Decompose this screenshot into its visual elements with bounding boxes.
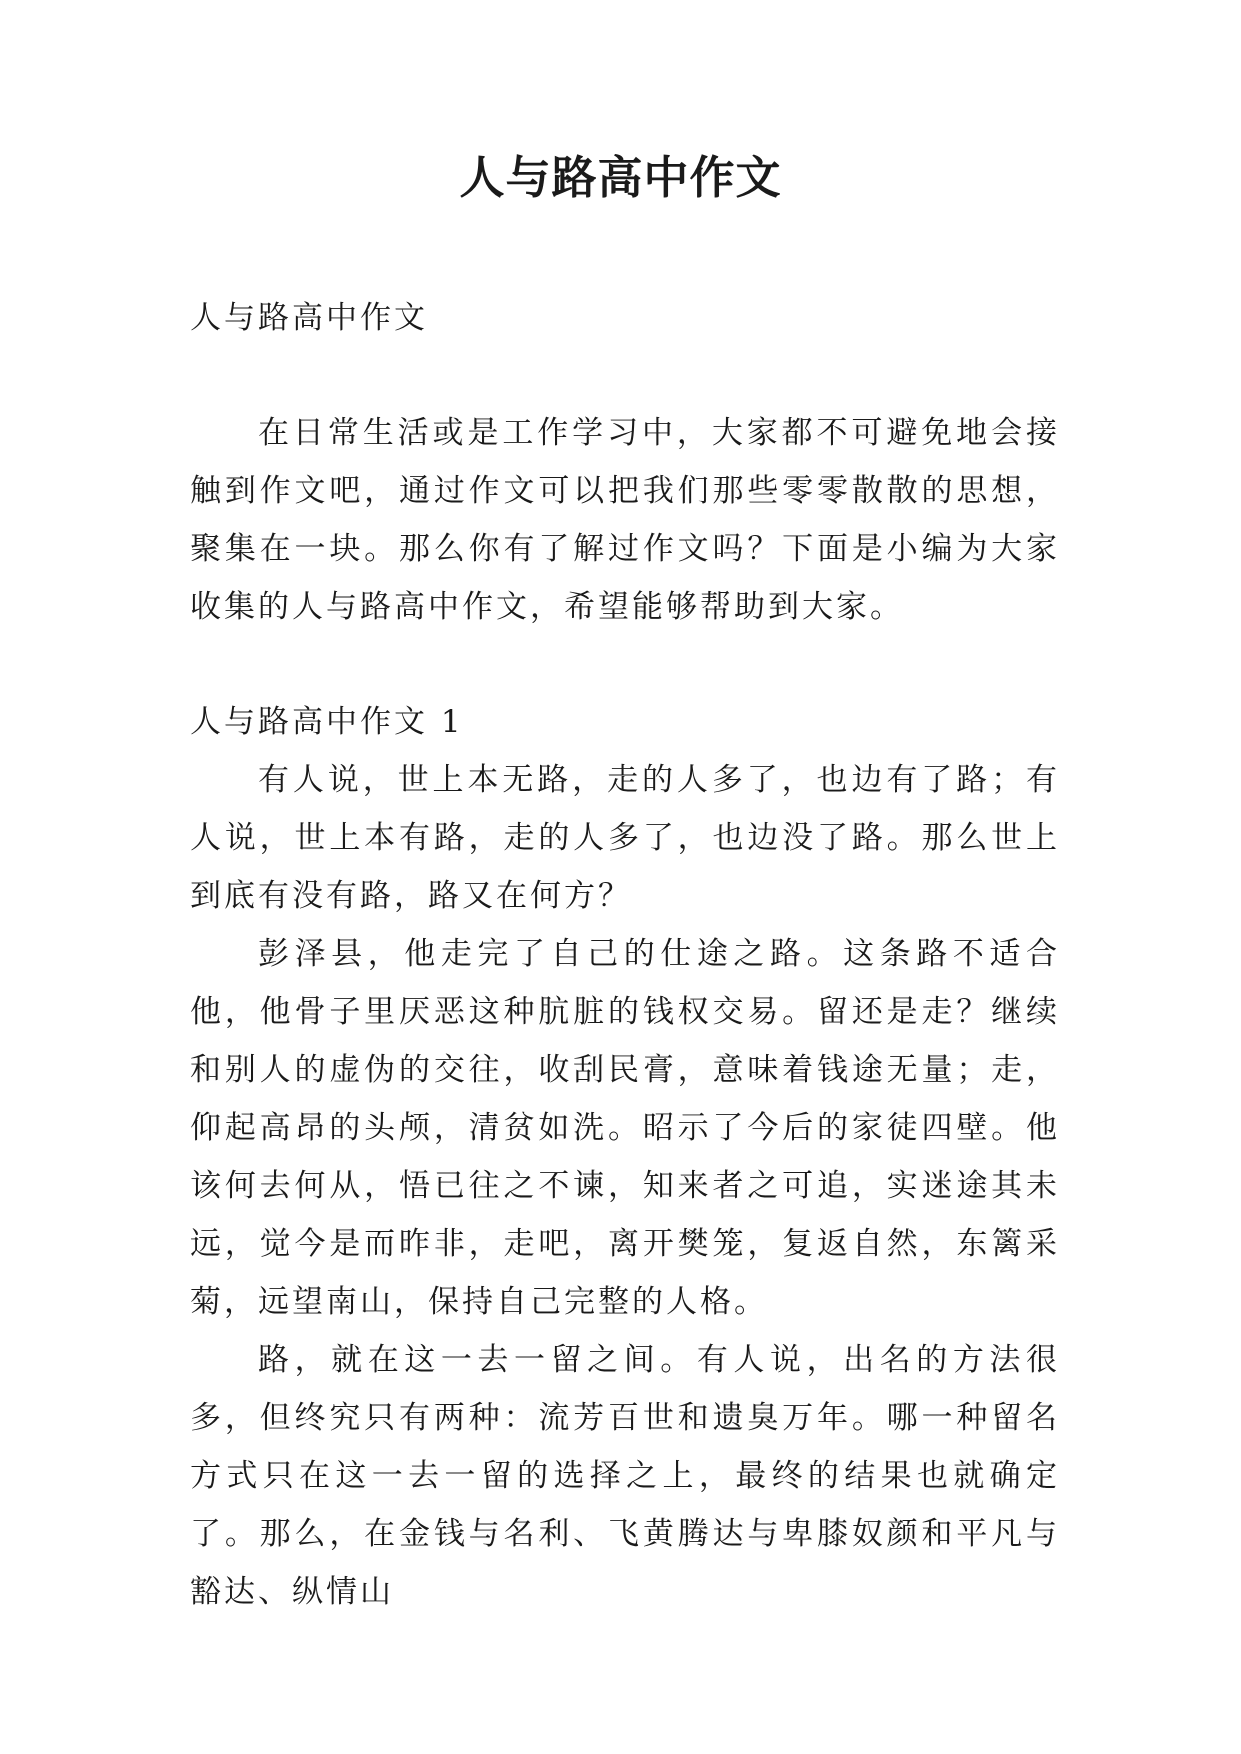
document-subtitle: 人与路高中作文 — [190, 300, 428, 336]
document-title: 人与路高中作文 — [459, 151, 782, 204]
intro-paragraph: 在日常生活或是工作学习中，大家都不可避免地会接触到作文吧，通过作文可以把我们那些零零散散的思想，聚集在一块。那么你有了解过作文吗？下面是小编为大家收集的人与路高中作文，希望能够帮助到大家。 — [190, 415, 1060, 625]
paragraph-2: 彭泽县，他走完了自己的仕途之路。这条路不适合他，他骨子里厌恶这种肮脏的钱权交易。留还是走？继续和别人的虚伪的交往，收刮民膏，意味着钱途无量；走，仰起高昂的头颅，清贫如洗。昭示了今后的家徒四壁。他该何去何从，悟已往之不谏，知来者之可追，实迷途其未远，觉今是而昨非，走吧，离开樊笼，复返自然，东篱采菊，远望南山，保持自己完整的人格。 — [190, 936, 1060, 1320]
paragraph-1: 有人说，世上本无路，走的人多了，也边有了路；有人说，世上本有路，走的人多了，也边没了路。那么世上到底有没有路，路又在何方？ — [190, 762, 1060, 914]
section-heading: 人与路高中作文 1 — [190, 704, 464, 740]
paragraph-3: 路，就在这一去一留之间。有人说，出名的方法很多，但终究只有两种：流芳百世和遗臭万年。哪一种留名方式只在这一去一留的选择之上，最终的结果也就确定了。那么，在金钱与名利、飞黄腾达与卑膝奴颜和平凡与豁达、纵情山 — [190, 1342, 1060, 1610]
essay-section-1 — [190, 693, 1060, 1621]
